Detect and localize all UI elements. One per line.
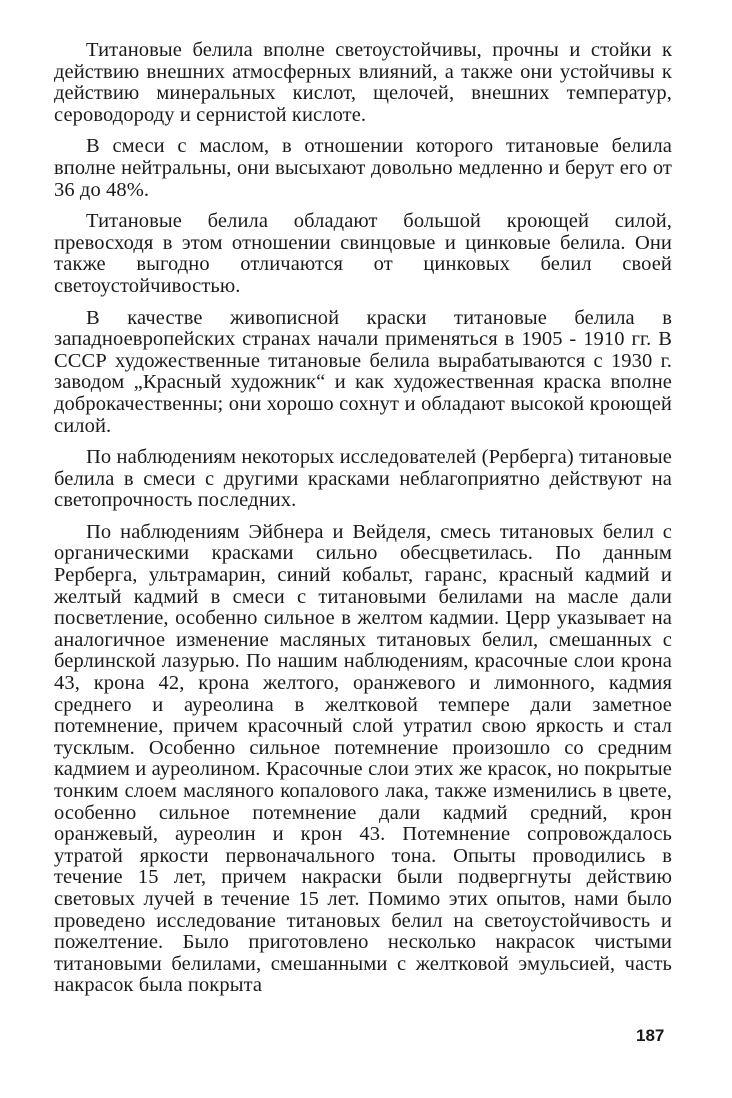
paragraph-covering-power: Титановые белила обладают большой кроющей силой, превосходя в этом отношении свинцовые и цинковые белила. Они также выгодно отличаются от цинковых белил своей светоустойчивостью. xyxy=(54,210,672,297)
page-number: 187 xyxy=(636,1026,665,1045)
paragraph-history: В качестве живописной краски титановые белила в западноевропейских странах начали применяться в 1905 - 1910 гг. В СССР художественные титановые белила вырабатываются с 1930 г. заводом „Красный художник“ и как художественная краска вполне доброкачественны; они хорошо сохнут и обладают высокой кроющей силой. xyxy=(54,306,672,437)
paragraph-oil-mixture: В смеси с маслом, в отношении которого титановые белила вполне нейтральны, они высыхают довольно медленно и берут его от 36 до 48%. xyxy=(54,135,672,201)
page-text-column xyxy=(54,40,672,1007)
paragraph-titanium-stability: Титановые белила вполне светоустойчивы, прочны и стойки к действию внешних атмосферных влияний, а также они устойчивы к действию минеральных кислот, щелочей, внешних температур, сероводороду и сернистой кислоте. xyxy=(54,39,672,126)
paragraph-rerberg-observations: По наблюдениям некоторых исследователей (Рерберга) титановые белила в смеси с другими красками неблагоприятно действуют на светопрочность последних. xyxy=(54,446,672,512)
paragraph-experiments: По наблюдениям Эйбнера и Вейделя, смесь титановых белил с органическими красками сильно обесцветилась. По данным Рерберга, ультрамарин, синий кобальт, гаранс, красный кадмий и желтый кадмий в смеси с титановыми белилами на масле дали посветление, особенно сильное в желтом кадмии. Церр указывает на аналогичное изменение масляных титановых белил, смешанных с берлинской лазурью. По нашим наблюдениям, красочные слои крона 43, крона 42, крона желтого, оранжевого и лимонного, кадмия среднего и ауреолина в желтковой темпере дали заметное потемнение, причем красочный слой утратил свою яркость и стал тусклым. Особенно сильное потемнение произошло со средним кадмием и ауреолином. Красочные слои этих же красок, но покрытые тонким слоем масляного копалового лака, также изменились в цвете, особенно сильное потемнение дали кадмий средний, крон оранжевый, ауреолин и крон 43. Потемнение сопровождалось утратой яркости первоначального тона. Опыты проводились в течение 15 лет, причем накраски были подвергнуты действию световых лучей в течение 15 лет. Помимо этих опытов, нами было проведено исследование титановых белил на светоустойчивость и пожелтение. Было приготовлено несколько накрасок чистыми титановыми белилами, смешанными с желтковой эмульсией, часть накрасок была покрыта xyxy=(54,520,672,997)
